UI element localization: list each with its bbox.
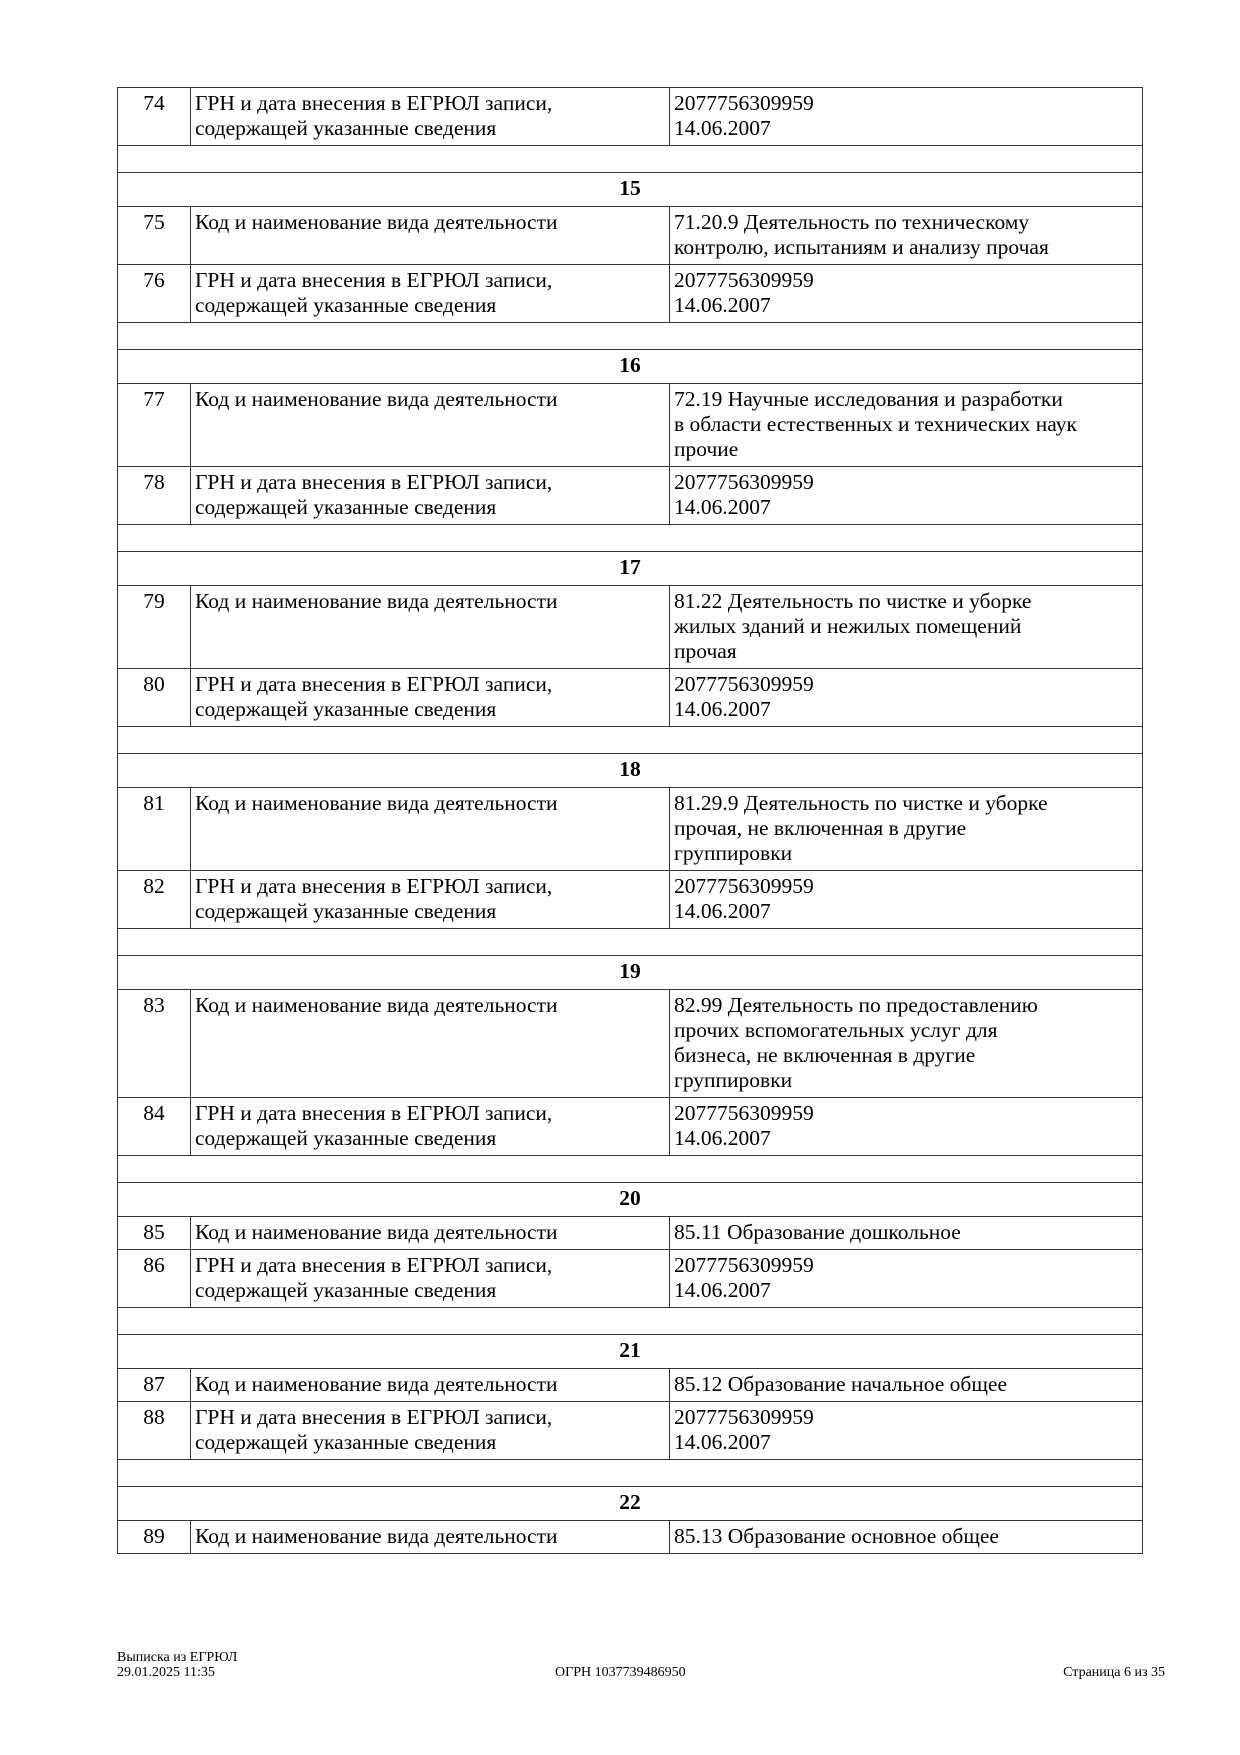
field-label <box>191 669 670 727</box>
field-label-line: Код и наименование вида деятельности <box>195 210 558 234</box>
table-row <box>118 1098 1143 1156</box>
field-value-line: 81.29.9 Деятельность по чистке и уборке <box>674 791 1048 815</box>
table-row <box>118 1369 1143 1402</box>
row-number: 88 <box>118 1402 191 1460</box>
field-label-line: ГРН и дата внесения в ЕГРЮЛ записи, <box>195 91 553 115</box>
field-value <box>670 1521 1143 1554</box>
section-number: 22 <box>118 1487 1143 1521</box>
field-label <box>191 871 670 929</box>
field-value <box>670 88 1143 146</box>
row-number: 76 <box>118 265 191 323</box>
field-value-line: 2077756309959 <box>674 672 814 696</box>
field-label <box>191 788 670 871</box>
spacer-row <box>118 727 1143 754</box>
field-value-line: 2077756309959 <box>674 1101 814 1125</box>
field-value <box>670 990 1143 1098</box>
row-number: 85 <box>118 1217 191 1250</box>
field-label <box>191 384 670 467</box>
spacer-cell <box>118 1308 1143 1335</box>
field-value <box>670 1369 1143 1402</box>
section-header-row <box>118 1487 1143 1521</box>
field-value-line: 14.06.2007 <box>674 697 771 721</box>
field-value <box>670 1402 1143 1460</box>
row-number: 75 <box>118 207 191 265</box>
spacer-cell <box>118 1156 1143 1183</box>
field-value-line: 14.06.2007 <box>674 899 771 923</box>
field-label <box>191 1250 670 1308</box>
field-value <box>670 1217 1143 1250</box>
field-label <box>191 1098 670 1156</box>
spacer-row <box>118 323 1143 350</box>
spacer-row <box>118 525 1143 552</box>
field-value <box>670 669 1143 727</box>
field-value-line: 2077756309959 <box>674 1253 814 1277</box>
spacer-row <box>118 929 1143 956</box>
field-value-line: прочие <box>674 437 739 461</box>
section-number: 16 <box>118 350 1143 384</box>
section-number: 15 <box>118 173 1143 207</box>
section-header-row <box>118 1183 1143 1217</box>
field-label-line: содержащей указанные сведения <box>195 495 497 519</box>
field-label <box>191 88 670 146</box>
table-row <box>118 265 1143 323</box>
field-label-line: Код и наименование вида деятельности <box>195 791 558 815</box>
section-number: 20 <box>118 1183 1143 1217</box>
row-number: 77 <box>118 384 191 467</box>
footer-left <box>117 1650 237 1680</box>
section-number: 18 <box>118 754 1143 788</box>
field-value-line: группировки <box>674 841 793 865</box>
footer-datetime: 29.01.2025 11:35 <box>117 1665 215 1680</box>
table-row <box>118 207 1143 265</box>
section-header-row <box>118 1335 1143 1369</box>
spacer-cell <box>118 146 1143 173</box>
field-value <box>670 207 1143 265</box>
section-header-row <box>118 956 1143 990</box>
table-row <box>118 467 1143 525</box>
field-label <box>191 586 670 669</box>
section-header-row <box>118 552 1143 586</box>
row-number: 83 <box>118 990 191 1098</box>
field-value-line: 2077756309959 <box>674 470 814 494</box>
section-number: 21 <box>118 1335 1143 1369</box>
field-label-line: содержащей указанные сведения <box>195 1126 497 1150</box>
table-row <box>118 1250 1143 1308</box>
field-value-line: в области естественных и технических наук <box>674 412 1077 436</box>
section-number: 17 <box>118 552 1143 586</box>
field-label-line: ГРН и дата внесения в ЕГРЮЛ записи, <box>195 672 553 696</box>
spacer-row <box>118 1308 1143 1335</box>
table-body <box>118 88 1143 1554</box>
field-value-line: 14.06.2007 <box>674 1278 771 1302</box>
field-label-line: содержащей указанные сведения <box>195 293 497 317</box>
field-label <box>191 1217 670 1250</box>
field-value-line: контролю, испытаниям и анализу прочая <box>674 235 1049 259</box>
field-label-line: ГРН и дата внесения в ЕГРЮЛ записи, <box>195 470 553 494</box>
row-number: 79 <box>118 586 191 669</box>
field-label <box>191 1521 670 1554</box>
spacer-cell <box>118 1460 1143 1487</box>
footer-ogrn: ОГРН 1037739486950 <box>555 1665 686 1680</box>
field-value <box>670 467 1143 525</box>
spacer-row <box>118 1460 1143 1487</box>
field-value-line: 2077756309959 <box>674 268 814 292</box>
row-number: 82 <box>118 871 191 929</box>
field-value-line: 85.12 Образование начальное общее <box>674 1372 1007 1396</box>
field-label-line: Код и наименование вида деятельности <box>195 1372 558 1396</box>
field-value-line: бизнеса, не включенная в другие <box>674 1043 976 1067</box>
table-row <box>118 788 1143 871</box>
section-number: 19 <box>118 956 1143 990</box>
field-value <box>670 586 1143 669</box>
table-row <box>118 88 1143 146</box>
field-value-line: 14.06.2007 <box>674 1126 771 1150</box>
egrul-activity-table <box>117 87 1143 1554</box>
field-value-line: 2077756309959 <box>674 91 814 115</box>
field-label-line: ГРН и дата внесения в ЕГРЮЛ записи, <box>195 1253 553 1277</box>
field-value-line: прочая <box>674 639 737 663</box>
table-row <box>118 871 1143 929</box>
field-value-line: 14.06.2007 <box>674 1430 771 1454</box>
spacer-cell <box>118 929 1143 956</box>
field-label <box>191 1369 670 1402</box>
row-number: 87 <box>118 1369 191 1402</box>
field-label <box>191 1402 670 1460</box>
field-label-line: ГРН и дата внесения в ЕГРЮЛ записи, <box>195 1405 553 1429</box>
row-number: 80 <box>118 669 191 727</box>
field-value-line: 85.11 Образование дошкольное <box>674 1220 961 1244</box>
field-label-line: содержащей указанные сведения <box>195 697 497 721</box>
table-row <box>118 669 1143 727</box>
field-value-line: 82.99 Деятельность по предоставлению <box>674 993 1038 1017</box>
field-label-line: содержащей указанные сведения <box>195 1278 497 1302</box>
field-label-line: содержащей указанные сведения <box>195 899 497 923</box>
row-number: 86 <box>118 1250 191 1308</box>
field-value <box>670 384 1143 467</box>
table-row <box>118 586 1143 669</box>
field-value-line: 2077756309959 <box>674 1405 814 1429</box>
field-label-line: содержащей указанные сведения <box>195 1430 497 1454</box>
footer-doc-title: Выписка из ЕГРЮЛ <box>117 1650 238 1665</box>
field-label <box>191 990 670 1098</box>
row-number: 89 <box>118 1521 191 1554</box>
spacer-row <box>118 1156 1143 1183</box>
spacer-cell <box>118 323 1143 350</box>
section-header-row <box>118 350 1143 384</box>
field-value-line: жилых зданий и нежилых помещений <box>674 614 1022 638</box>
field-label-line: ГРН и дата внесения в ЕГРЮЛ записи, <box>195 874 553 898</box>
field-label <box>191 265 670 323</box>
field-value-line: 14.06.2007 <box>674 293 771 317</box>
field-value <box>670 1098 1143 1156</box>
table-row <box>118 384 1143 467</box>
section-header-row <box>118 754 1143 788</box>
spacer-row <box>118 146 1143 173</box>
field-value <box>670 1250 1143 1308</box>
field-label-line: Код и наименование вида деятельности <box>195 1524 558 1548</box>
field-label-line: содержащей указанные сведения <box>195 116 497 140</box>
spacer-cell <box>118 525 1143 552</box>
spacer-cell <box>118 727 1143 754</box>
row-number: 74 <box>118 88 191 146</box>
field-value-line: прочих вспомогательных услуг для <box>674 1018 998 1042</box>
field-label <box>191 207 670 265</box>
field-label-line: Код и наименование вида деятельности <box>195 993 558 1017</box>
table-row <box>118 1521 1143 1554</box>
section-header-row <box>118 173 1143 207</box>
field-label-line: Код и наименование вида деятельности <box>195 387 558 411</box>
field-value-line: 81.22 Деятельность по чистке и уборке <box>674 589 1032 613</box>
table-row <box>118 1402 1143 1460</box>
row-number: 84 <box>118 1098 191 1156</box>
field-value <box>670 871 1143 929</box>
field-value <box>670 788 1143 871</box>
row-number: 81 <box>118 788 191 871</box>
footer-page-number: Страница 6 из 35 <box>1063 1665 1165 1680</box>
field-value-line: 14.06.2007 <box>674 495 771 519</box>
field-label-line: ГРН и дата внесения в ЕГРЮЛ записи, <box>195 268 553 292</box>
field-value-line: 71.20.9 Деятельность по техническому <box>674 210 1030 234</box>
field-value <box>670 265 1143 323</box>
table-row <box>118 1217 1143 1250</box>
row-number: 78 <box>118 467 191 525</box>
table-row <box>118 990 1143 1098</box>
field-value-line: 72.19 Научные исследования и разработки <box>674 387 1063 411</box>
field-value-line: группировки <box>674 1068 793 1092</box>
field-value-line: 2077756309959 <box>674 874 814 898</box>
field-label-line: ГРН и дата внесения в ЕГРЮЛ записи, <box>195 1101 553 1125</box>
field-label <box>191 467 670 525</box>
field-value-line: 14.06.2007 <box>674 116 771 140</box>
field-label-line: Код и наименование вида деятельности <box>195 1220 558 1244</box>
field-value-line: прочая, не включенная в другие <box>674 816 967 840</box>
field-value-line: 85.13 Образование основное общее <box>674 1524 999 1548</box>
field-label-line: Код и наименование вида деятельности <box>195 589 558 613</box>
